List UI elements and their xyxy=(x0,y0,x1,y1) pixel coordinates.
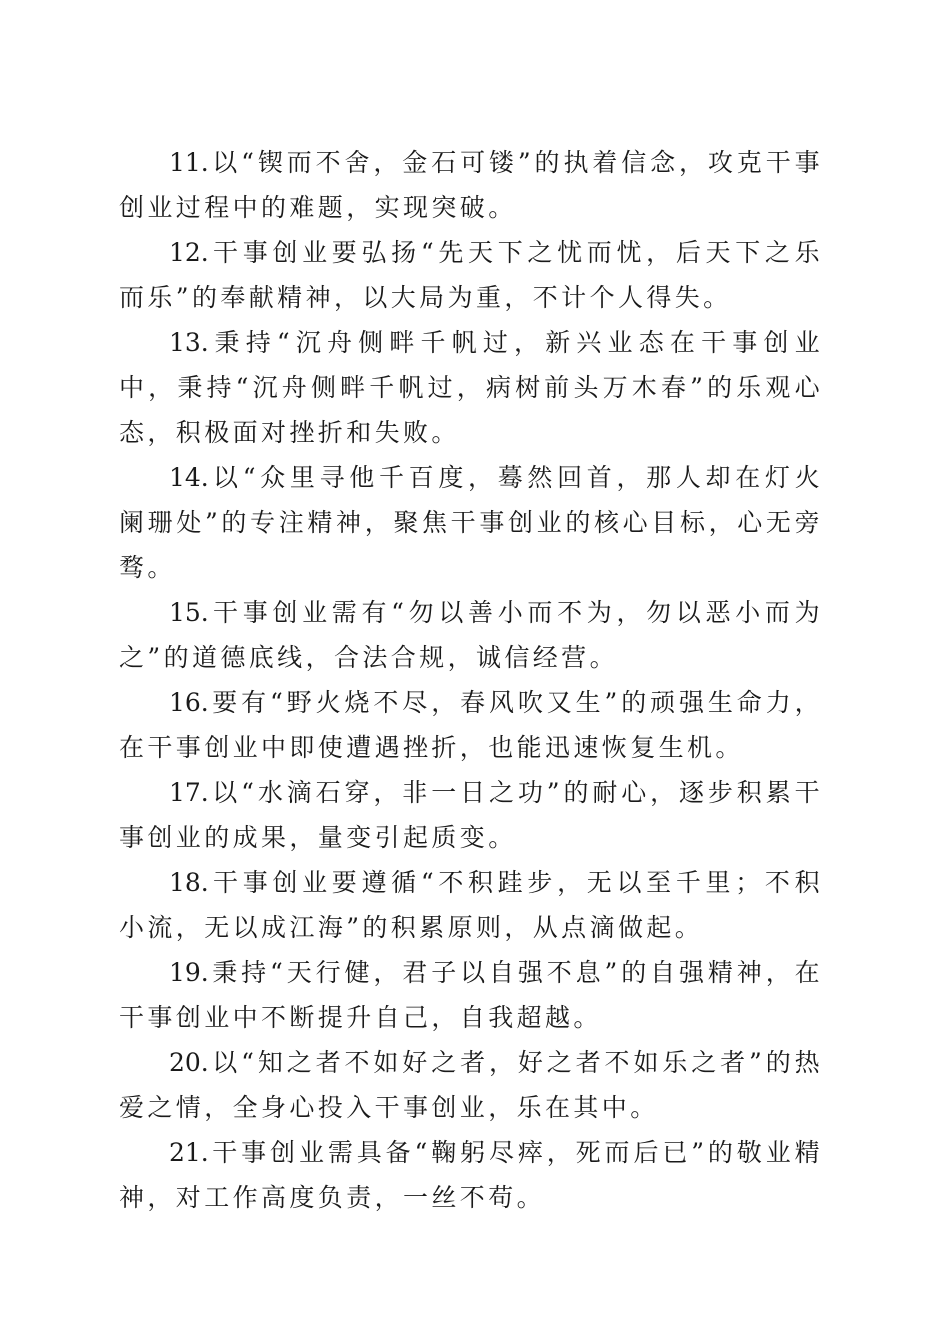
paragraph-number: 16. xyxy=(169,688,209,717)
paragraph-12 xyxy=(119,230,823,320)
paragraph-14 xyxy=(119,455,823,590)
paragraph-text: 以“锲而不舍，金石可镂”的执着信念，攻克干事创业过程中的难题，实现突破。 xyxy=(119,148,823,222)
paragraph-number: 21. xyxy=(169,1138,209,1167)
paragraph-text: 秉持“沉舟侧畔千帆过，新兴业态在干事创业中，秉持“沉舟侧畔千帆过，病树前头万木春”的乐观心态，积极面对挫折和失败。 xyxy=(119,328,823,447)
paragraph-text: 干事创业需有“勿以善小而不为，勿以恶小而为之”的道德底线，合法合规，诚信经营。 xyxy=(119,598,823,672)
paragraph-13 xyxy=(119,320,823,455)
paragraph-19 xyxy=(119,950,823,1040)
paragraph-number: 20. xyxy=(169,1048,209,1077)
paragraph-17 xyxy=(119,770,823,860)
paragraph-number: 14. xyxy=(169,463,209,492)
paragraph-number: 12. xyxy=(169,238,209,267)
paragraph-number: 19. xyxy=(169,958,209,987)
paragraph-number: 18. xyxy=(169,868,209,897)
paragraph-16 xyxy=(119,680,823,770)
paragraph-number: 11. xyxy=(169,148,209,177)
paragraph-21 xyxy=(119,1130,823,1220)
paragraph-text: 干事创业要遵循“不积跬步，无以至千里；不积小流，无以成江海”的积累原则，从点滴做起。 xyxy=(119,868,823,942)
paragraph-text: 干事创业要弘扬“先天下之忧而忧，后天下之乐而乐”的奉献精神，以大局为重，不计个人得失。 xyxy=(119,238,823,312)
paragraph-text: 以“水滴石穿，非一日之功”的耐心，逐步积累干事创业的成果，量变引起质变。 xyxy=(119,778,823,852)
paragraph-15 xyxy=(119,590,823,680)
paragraph-number: 17. xyxy=(169,778,209,807)
paragraph-number: 13. xyxy=(169,328,209,357)
paragraph-number: 15. xyxy=(169,598,209,627)
paragraph-text: 要有“野火烧不尽，春风吹又生”的顽强生命力，在干事创业中即使遭遇挫折，也能迅速恢复生机。 xyxy=(119,688,823,762)
paragraph-11 xyxy=(119,140,823,230)
paragraph-text: 以“众里寻他千百度，蓦然回首，那人却在灯火阑珊处”的专注精神，聚焦干事创业的核心目标，心无旁骛。 xyxy=(119,463,823,582)
paragraph-18 xyxy=(119,860,823,950)
paragraph-text: 以“知之者不如好之者，好之者不如乐之者”的热爱之情，全身心投入干事创业，乐在其中。 xyxy=(119,1048,823,1122)
paragraph-text: 干事创业需具备“鞠躬尽瘁，死而后已”的敬业精神，对工作高度负责，一丝不苟。 xyxy=(119,1138,823,1212)
paragraph-20 xyxy=(119,1040,823,1130)
paragraph-text: 秉持“天行健，君子以自强不息”的自强精神，在干事创业中不断提升自己，自我超越。 xyxy=(119,958,823,1032)
document-page xyxy=(119,140,823,1220)
